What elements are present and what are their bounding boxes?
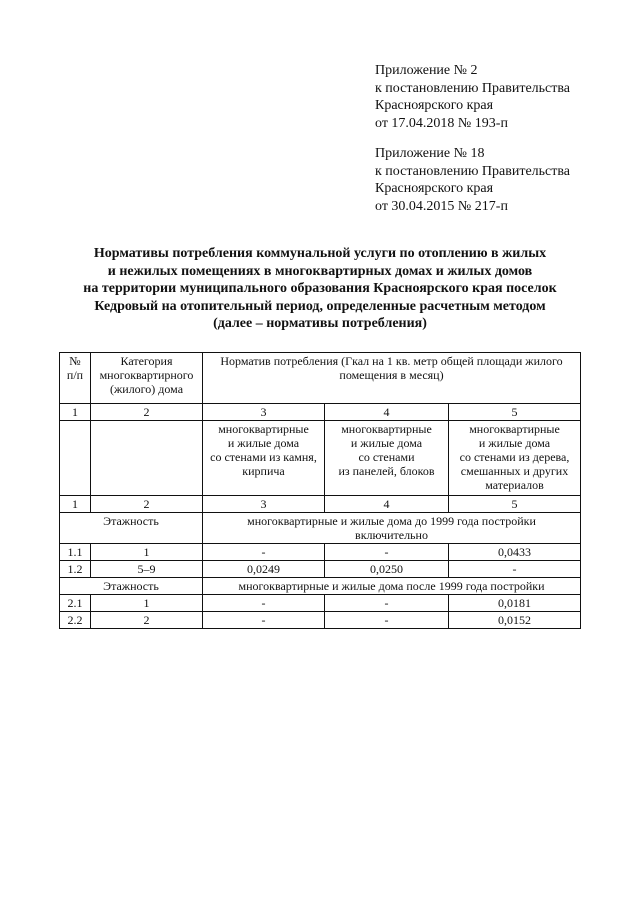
wall-type-wood-cell	[449, 421, 581, 496]
section-header-row	[60, 578, 581, 595]
column-number-cell: 2	[91, 496, 203, 513]
floors-label: Этажность	[60, 578, 203, 595]
table-row	[60, 561, 581, 578]
section-caption: многоквартирные и жилые дома после 1999 года постройки	[203, 578, 581, 595]
title-line: на территории муниципального образования Красноярского края поселок	[83, 281, 557, 296]
value-panel: 0,0250	[325, 561, 449, 578]
appendix-line: к постановлению Правительства	[375, 163, 571, 179]
section-header-row	[60, 513, 581, 544]
value-wood: 0,0433	[449, 544, 581, 561]
appendix-line: Приложение № 2	[375, 63, 478, 78]
column-number-cell: 3	[203, 496, 325, 513]
floors-label: Этажность	[60, 513, 203, 544]
wall-type-label: и жилые дома	[350, 436, 423, 450]
appendix-line: к постановлению Правительства	[375, 80, 571, 96]
wall-type-label: со стенами из дерева,	[459, 450, 570, 464]
column-number-cell: 1	[60, 404, 91, 421]
column-number-row	[60, 404, 581, 421]
row-floors: 2	[91, 612, 203, 629]
wall-type-label: и жилые дома	[227, 436, 300, 450]
table-row	[60, 544, 581, 561]
wall-type-label: со стенами из камня,	[210, 450, 317, 464]
value-stone: -	[203, 612, 325, 629]
header-number-label: №	[69, 354, 81, 368]
table-row	[60, 595, 581, 612]
title-line: Кедровый на отопительный период, определенные расчетным методом	[94, 298, 546, 314]
wall-type-label: многоквартирные	[341, 422, 432, 436]
wall-type-label: многоквартирные	[218, 422, 309, 436]
row-number: 1.2	[60, 561, 91, 578]
appendix-line: Приложение № 18	[375, 146, 485, 161]
column-number-cell: 5	[449, 404, 581, 421]
header-norm-cell	[203, 353, 581, 404]
value-panel: -	[325, 544, 449, 561]
header-norm-label: Норматив потребления (Гкал на 1 кв. метр общей площади жилого	[220, 354, 563, 368]
appendix-line: от 30.04.2015 № 217-п	[375, 198, 508, 214]
title-line: и нежилых помещениях в многоквартирных домах и жилых домов	[107, 263, 533, 279]
appendix-reference-current	[375, 62, 570, 132]
row-floors: 1	[91, 595, 203, 612]
empty-cell	[60, 421, 91, 496]
column-number-cell: 4	[325, 404, 449, 421]
header-number-cell	[60, 353, 91, 404]
document-title	[40, 245, 600, 333]
column-number-row	[60, 496, 581, 513]
appendix-reference-original	[375, 145, 570, 215]
wall-type-panel-cell	[325, 421, 449, 496]
header-category-label: (жилого) дома	[109, 382, 184, 396]
section-caption-line: включительно	[355, 528, 428, 542]
column-number-cell: 1	[60, 496, 91, 513]
value-wood: 0,0152	[449, 612, 581, 629]
value-wood: 0,0181	[449, 595, 581, 612]
wall-type-label: смешанных и других	[460, 464, 569, 478]
column-number-cell: 3	[203, 404, 325, 421]
section-caption-line: многоквартирные и жилые дома до 1999 года постройки	[247, 514, 536, 528]
value-stone: 0,0249	[203, 561, 325, 578]
table-row	[60, 612, 581, 629]
empty-cell	[91, 421, 203, 496]
section-caption	[203, 513, 581, 544]
wall-type-label: материалов	[485, 478, 544, 492]
row-floors: 1	[91, 544, 203, 561]
header-norm-label: помещения в месяц)	[339, 368, 444, 382]
header-number-label: п/п	[66, 368, 84, 382]
wall-type-label: кирпича	[242, 464, 285, 478]
appendix-line: Красноярского края	[375, 181, 494, 196]
appendix-line: от 17.04.2018 № 193-п	[375, 115, 508, 131]
norms-table	[59, 352, 581, 629]
header-category-label: многоквартирного	[99, 368, 194, 382]
header-category-label: Категория	[120, 354, 173, 368]
value-stone: -	[203, 544, 325, 561]
wall-type-stone-cell	[203, 421, 325, 496]
appendix-line: Красноярского края	[375, 98, 494, 113]
row-floors: 5–9	[91, 561, 203, 578]
row-number: 1.1	[60, 544, 91, 561]
wall-type-label: из панелей, блоков	[338, 464, 435, 478]
wall-type-row	[60, 421, 581, 496]
title-line: Нормативы потребления коммунальной услуги по отоплению в жилых	[93, 246, 547, 261]
row-number: 2.1	[60, 595, 91, 612]
column-number-cell: 4	[325, 496, 449, 513]
header-category-cell	[91, 353, 203, 404]
wall-type-label: многоквартирные	[469, 422, 560, 436]
row-number: 2.2	[60, 612, 91, 629]
value-stone: -	[203, 595, 325, 612]
value-panel: -	[325, 612, 449, 629]
value-wood: -	[449, 561, 581, 578]
column-number-cell: 2	[91, 404, 203, 421]
title-line: (далее – нормативы потребления)	[213, 316, 427, 331]
column-number-cell: 5	[449, 496, 581, 513]
value-panel: -	[325, 595, 449, 612]
table-header-row	[60, 353, 581, 404]
wall-type-label: и жилые дома	[478, 436, 551, 450]
wall-type-label: со стенами	[358, 450, 415, 464]
